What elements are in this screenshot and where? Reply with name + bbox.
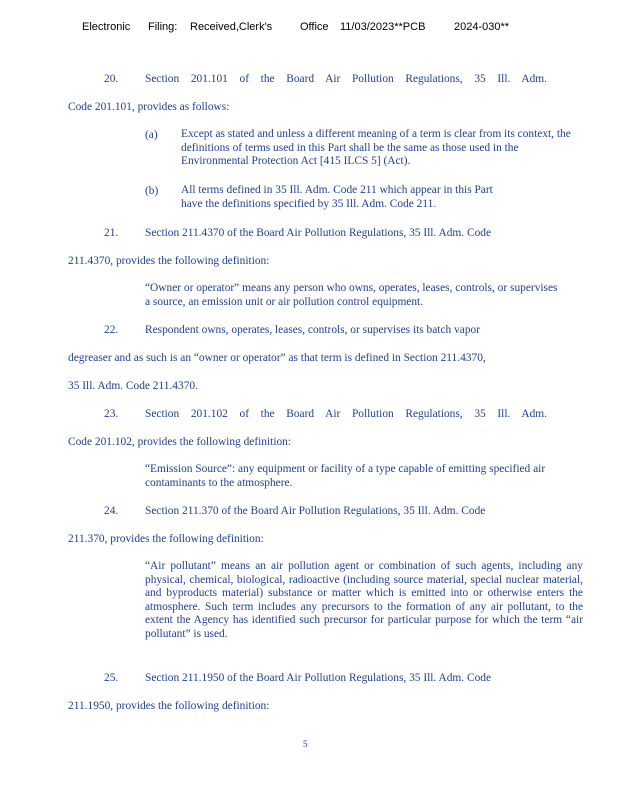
header-office: Office	[300, 21, 329, 33]
list-item-text: Except as stated and unless a different meaning of a term is clear from its context, the definitions of terms used in this Part shall be the same as those used in the Environmental Protection Act [415 ILCS 5] (Act).	[181, 128, 571, 168]
paragraph-line: degreaser and as such is an “owner or operator” as that term is defined in Section 211.4370,	[68, 352, 486, 364]
list-item-text: All terms defined in 35 Ill. Adm. Code 211 which appear in this Part have the definitions specified by 35 Ill. Adm. Code 211.	[181, 184, 493, 210]
paragraph-number: 23.	[104, 408, 119, 420]
block-quote: “Owner or operator” means any person who owns, operates, leases, controls, or supervises a source, an emission unit or air pollution control equipment.	[145, 282, 558, 308]
paragraph-line: Section 201.102 of the Board Air Pollution Regulations, 35 Ill. Adm.	[145, 408, 547, 420]
paragraph-line: Section 211.1950 of the Board Air Pollution Regulations, 35 Ill. Adm. Code	[145, 672, 492, 684]
header-date: 11/03/2023**PCB	[340, 21, 426, 33]
header-electronic: Electronic	[82, 21, 131, 33]
paragraph-line: 211.4370, provides the following definition:	[68, 255, 270, 267]
list-label: (b)	[145, 185, 159, 197]
block-quote: “Emission Source”: any equipment or facility of a type capable of emitting specified air contaminants to the atmosphere.	[145, 463, 546, 489]
paragraph-line: Section 211.370 of the Board Air Pollution Regulations, 35 Ill. Adm. Code	[145, 505, 486, 517]
paragraph-line: 35 Ill. Adm. Code 211.4370.	[68, 380, 198, 392]
paragraph-line: Code 201.102, provides the following definition:	[68, 436, 292, 448]
paragraph-number: 20.	[104, 73, 119, 85]
paragraph-line: Section 211.4370 of the Board Air Pollution Regulations, 35 Ill. Adm. Code	[145, 227, 492, 239]
paragraph-number: 22.	[104, 324, 119, 336]
paragraph-number: 24.	[104, 505, 119, 517]
paragraph-number: 25.	[104, 672, 119, 684]
filing-header	[82, 21, 602, 37]
header-received: Received,Clerk's	[190, 21, 273, 33]
block-quote: “Air pollutant” means an air pollution agent or combination of such agents, including any physical, chemical, biological, radioactive (including source material, special nuclear material, and byproducts material) substance or matter which is emitted into or otherwise enters the atmosphere. Such term includes any precursors to the formation of any air pollutant, to the extent the Agency has identified such precursor for particular purpose for which the term “air pollutant” is used.	[145, 560, 583, 640]
paragraph-line: 211.1950, provides the following definition:	[68, 700, 270, 712]
paragraph-number: 21.	[104, 227, 119, 239]
paragraph-line: Respondent owns, operates, leases, controls, or supervises its batch vapor	[145, 324, 481, 336]
paragraph-line: Code 201.101, provides as follows:	[68, 101, 230, 113]
paragraph-line: Section 201.101 of the Board Air Pollution Regulations, 35 Ill. Adm.	[145, 73, 547, 85]
list-label: (a)	[145, 129, 158, 141]
header-docket: 2024-030**	[454, 21, 510, 33]
header-filing: Filing:	[148, 21, 178, 33]
paragraph-line: 211.370, provides the following definition:	[68, 533, 264, 545]
page-number: 5	[303, 739, 308, 749]
